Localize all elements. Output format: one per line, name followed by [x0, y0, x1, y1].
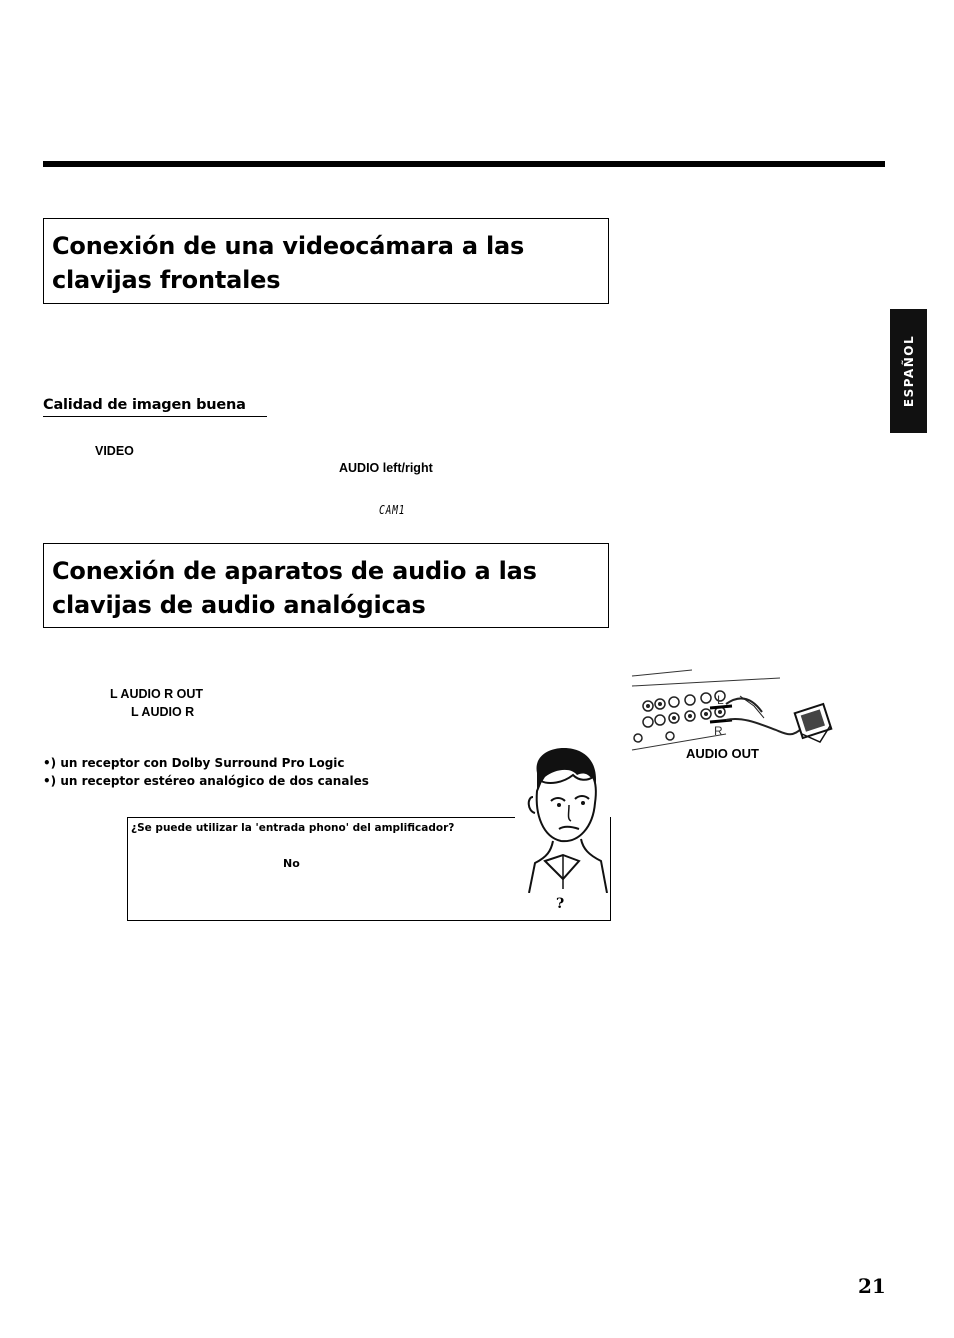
heading-camcorder	[52, 229, 600, 297]
label-audio-left-right: AUDIO left/right	[339, 461, 433, 475]
top-rule	[43, 161, 885, 167]
heading-line-1: Conexión de una videocámara a las	[52, 232, 525, 260]
note-question: ¿Se puede utilizar la 'entrada phono' del amplificador?	[131, 822, 455, 834]
heading-audio	[52, 554, 600, 622]
label-audio-in: L AUDIO R	[131, 705, 195, 719]
heading-line-1: Conexión de aparatos de audio a las	[52, 557, 537, 585]
thinking-man-icon	[515, 745, 610, 893]
audio-out-caption: AUDIO OUT	[686, 746, 759, 761]
subheading-quality: Calidad de imagen buena	[43, 397, 267, 417]
page-number: 21	[858, 1274, 886, 1298]
section-title-camcorder	[43, 218, 609, 304]
label-r: R	[714, 724, 723, 738]
note-answer: No	[283, 857, 300, 870]
heading-line-2: clavijas frontales	[52, 266, 281, 294]
display-cam1: CAM1	[379, 503, 406, 517]
language-tab-label: ESPAÑOL	[901, 334, 916, 408]
section-title-audio	[43, 543, 609, 628]
question-mark: ?	[556, 896, 565, 912]
label-audio-out: L AUDIO R OUT	[110, 687, 204, 701]
language-tab	[890, 309, 927, 433]
bullet-stereo: •) un receptor estéreo analógico de dos canales	[43, 774, 369, 788]
label-l: L	[717, 693, 724, 707]
label-video: VIDEO	[95, 444, 134, 458]
heading-line-2: clavijas de audio analógicas	[52, 591, 426, 619]
bullet-dolby: •) un receptor con Dolby Surround Pro Logic	[43, 756, 345, 770]
